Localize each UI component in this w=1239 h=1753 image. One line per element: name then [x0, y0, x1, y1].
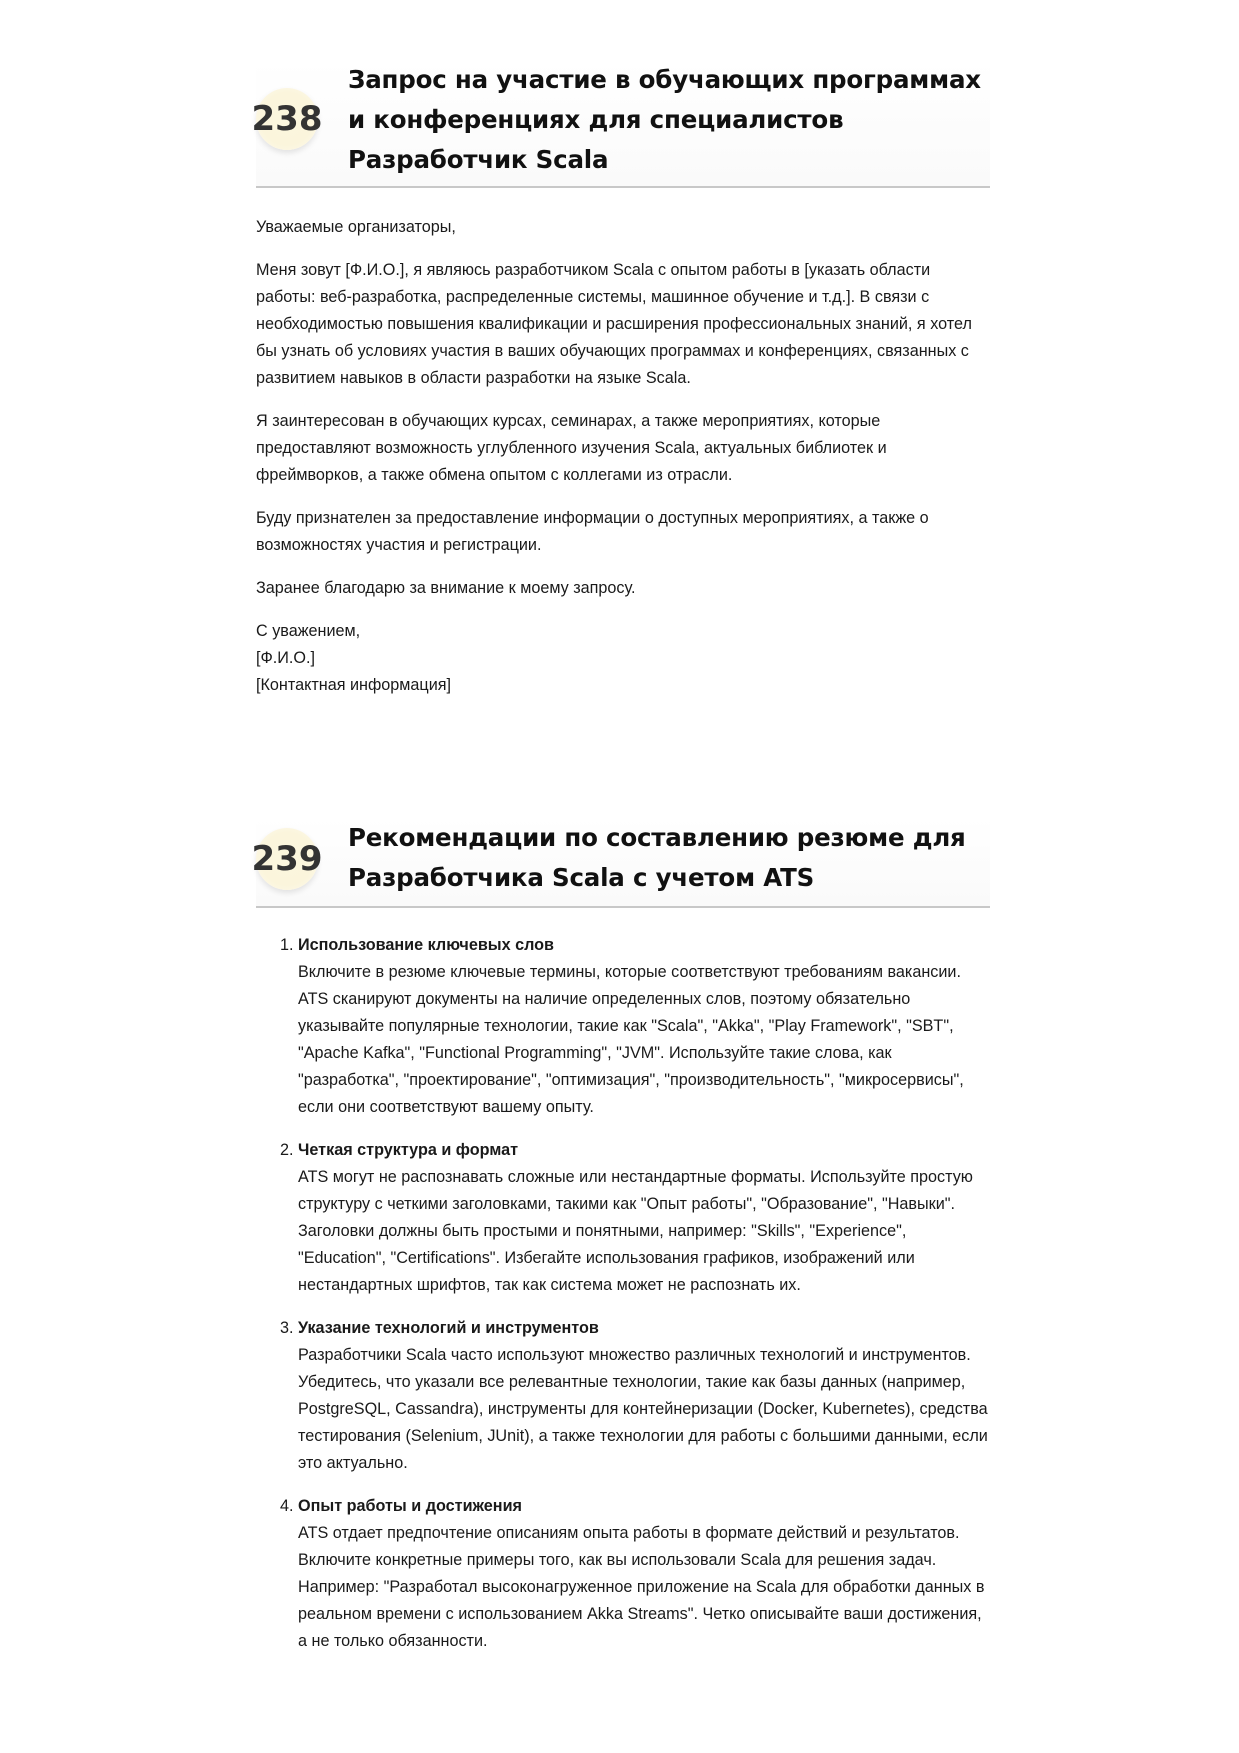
section-number-badge: 239 — [256, 828, 318, 890]
tip-title: 4. Опыт работы и достижения — [298, 1497, 522, 1515]
section-238-header — [251, 60, 990, 188]
tips-list — [256, 932, 990, 1655]
list-item — [298, 1493, 990, 1655]
tip-title: 3. Указание технологий и инструментов — [298, 1319, 599, 1337]
tip-title: 1. Использование ключевых слов — [298, 936, 555, 954]
letter-closing: С уважением, — [256, 622, 361, 640]
list-item — [298, 932, 990, 1121]
section-title: Запрос на участие в обучающих программах и конференциях для специалистов Разработчик Scala — [348, 65, 981, 174]
section-number-badge: 238 — [256, 88, 318, 150]
letter-greeting: Уважаемые организаторы, — [256, 218, 456, 236]
list-item — [298, 1315, 990, 1477]
signature-contact: [Контактная информация] — [256, 676, 452, 694]
resume-tips — [256, 932, 990, 1671]
section-title: Рекомендации по составлению резюме для Разработчика Scala с учетом ATS — [348, 823, 966, 892]
letter-paragraph: Заранее благодарю за внимание к моему запросу. — [256, 579, 636, 597]
list-item — [298, 1137, 990, 1299]
letter-paragraph: Буду признателен за предоставление информации о доступных мероприятиях, а также о возможностях участия и регистрации. — [256, 509, 929, 554]
tip-title: 2. Четкая структура и формат — [298, 1141, 519, 1159]
letter-signature — [256, 618, 990, 699]
signature-name: [Ф.И.О.] — [256, 649, 316, 667]
tip-text: ATS могут не распознавать сложные или нестандартные форматы. Используйте простую структуру с четкими заголовками, такими как "Опыт работы", "Образование", "Навыки". Заголовки должны быть простыми и понятными, например: "Skills", "Experience", "Education", "Certifications". Избегайте использования графиков, изображений или нестандартных шрифтов, так как система может не распознать их. — [298, 1168, 973, 1294]
section-239-header — [251, 818, 990, 908]
letter-body — [256, 214, 990, 715]
tip-text: Включите в резюме ключевые термины, которые соответствуют требованиям вакансии. ATS сканируют документы на наличие определенных слов, поэтому обязательно указывайте популярные технологии, такие как "Scala", "Akka", "Play Framework", "SBT", "Apache Kafka", "Functional Programming", "JVM". Используйте такие слова, как "разработка", "проектирование", "оптимизация", "производительность", "микросервисы", если они соответствуют вашему опыту. — [298, 963, 964, 1116]
letter-paragraph: Меня зовут [Ф.И.О.], я являюсь разработчиком Scala с опытом работы в [указать области работы: веб-разработка, распределенные системы, машинное обучение и т.д.]. В связи с необходимостью повышения квалификации и расширения профессиональных знаний, я хотел бы узнать об условиях участия в ваших обучающих программах и конференциях, связанных с развитием навыков в области разработки на языке Scala. — [256, 261, 972, 387]
tip-text: Разработчики Scala часто используют множество различных технологий и инструментов. Убедитесь, что указали все релевантные технологии, такие как базы данных (например, PostgreSQL, Cassandra), инструменты для контейнеризации (Docker, Kubernetes), средства тестирования (Selenium, JUnit), а также технологии для работы с большими данными, если это актуально. — [298, 1346, 988, 1472]
tip-text: ATS отдает предпочтение описаниям опыта работы в формате действий и результатов. Включите конкретные примеры того, как вы использовали Scala для решения задач. Например: "Разработал высоконагруженное приложение на Scala для обработки данных в реальном времени с использованием Akka Streams". Четко описывайте ваши достижения, а не только обязанности. — [298, 1524, 985, 1650]
letter-paragraph: Я заинтересован в обучающих курсах, семинарах, а также мероприятиях, которые предоставляют возможность углубленного изучения Scala, актуальных библиотек и фреймворков, а также обмена опытом с коллегами из отрасли. — [256, 412, 887, 484]
